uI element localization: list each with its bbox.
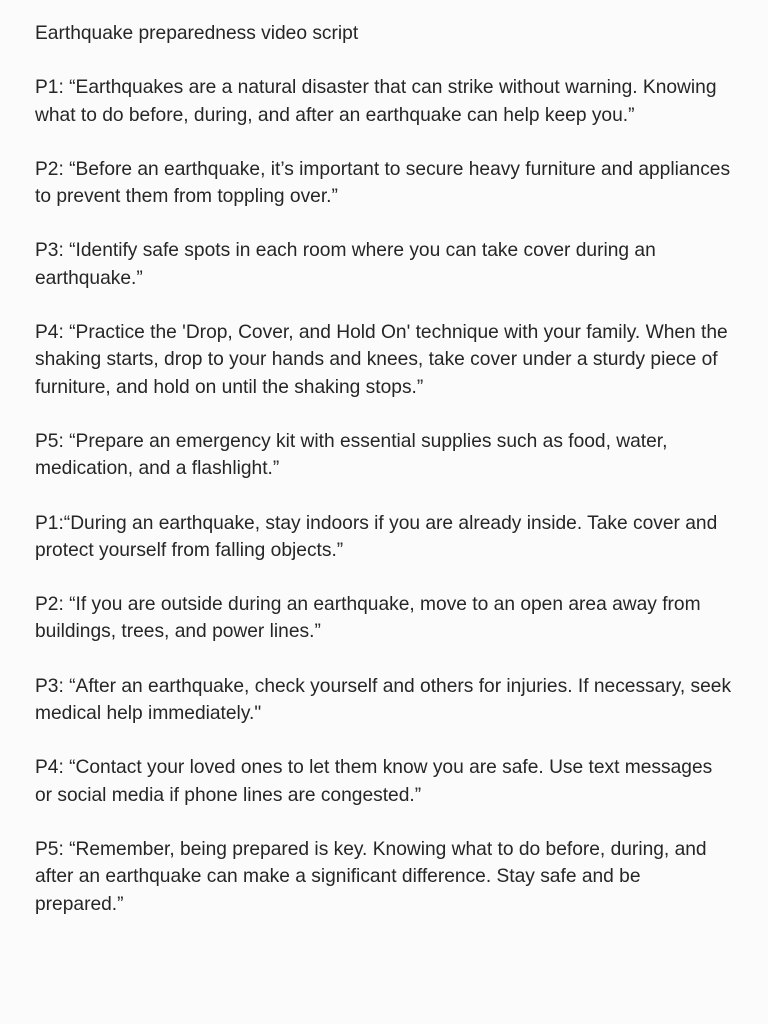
document-title: Earthquake preparedness video script: [35, 23, 359, 44]
script-paragraph-p1-before: P1: “Earthquakes are a natural disaster that can strike without warning. Knowing what to do before, during, and after an earthquake can help keep you.”: [35, 77, 717, 126]
script-paragraph-p1-during: P1:“During an earthquake, stay indoors if you are already inside. Take cover and protect yourself from falling objects.”: [35, 512, 718, 561]
script-paragraph-p4-before: P4: “Practice the 'Drop, Cover, and Hold On' technique with your family. When the shaking starts, drop to your hands and knees, take cover under a sturdy piece of furniture, and hold on until the shaking stops.”: [35, 322, 728, 398]
script-paragraph-p3-before: P3: “Identify safe spots in each room where you can take cover during an earthquake.”: [35, 240, 656, 289]
script-paragraph-p3-after: P3: “After an earthquake, check yourself and others for injuries. If necessary, seek medical help immediately.": [35, 675, 732, 725]
script-paragraph-p5-before: P5: “Prepare an emergency kit with essential supplies such as food, water, medication, and a flashlight.”: [35, 430, 668, 480]
script-paragraph-p5-closing: P5: “Remember, being prepared is key. Knowing what to do before, during, and after an earthquake can make a significant difference. Stay safe and be prepared.”: [35, 838, 707, 915]
script-paragraph-p2-during: P2: “If you are outside during an earthquake, move to an open area away from buildings, trees, and power lines.”: [35, 594, 701, 643]
script-paragraph-p4-after: P4: “Contact your loved ones to let them know you are safe. Use text messages or social media if phone lines are congested.”: [35, 757, 713, 806]
script-paragraph-p2-before: P2: “Before an earthquake, it’s important to secure heavy furniture and appliances to prevent them from toppling over.”: [35, 158, 731, 208]
